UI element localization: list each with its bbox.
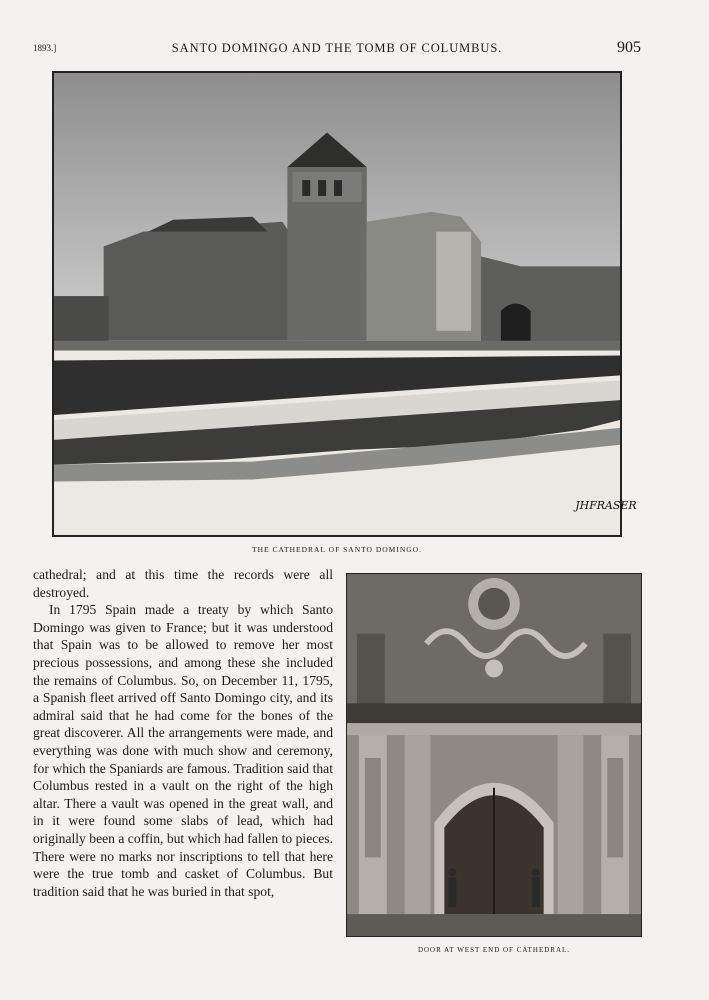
paragraph: cathedral; and at this time the records were all destroyed. bbox=[33, 567, 333, 600]
page-number: 905 bbox=[617, 39, 641, 56]
door-photograph bbox=[346, 573, 642, 937]
artist-signature: JHFRASER bbox=[575, 499, 637, 513]
cathedral-illustration bbox=[52, 71, 637, 537]
paragraph: In 1795 Spain made a treaty by which Santo Domingo was given to France; but it was understood that Spain was to be allowed to remove her most precious possessions, and among these she included the remains of Columbus. So, on December 11, 1795, a Spanish fleet arrived off Santo Domingo city, and its admiral said that he had come for the bones of the great discoverer. All the arrangements were made, and everything was done with much show and ceremony, for which the Spaniards are famous. Tradition said that Columbus rested in a vault on the right of the high altar. There a vault was opened in the great wall, and in it were found some slabs of lead, which had originally been a coffin, but which had fallen to pieces. There were no marks nor inscriptions to tell that here were the true tomb and casket of Columbus. But tradition said that he was buried in that spot, bbox=[33, 602, 333, 899]
header-year: 1893.] bbox=[33, 43, 57, 53]
figure-caption-door: DOOR AT WEST END OF CATHEDRAL. bbox=[417, 946, 571, 954]
figure-caption-cathedral: THE CATHEDRAL OF SANTO DOMINGO. bbox=[252, 545, 422, 554]
running-header bbox=[33, 40, 641, 60]
header-title: SANTO DOMINGO AND THE TOMB OF COLUMBUS. bbox=[171, 41, 503, 55]
article-body bbox=[33, 566, 333, 900]
